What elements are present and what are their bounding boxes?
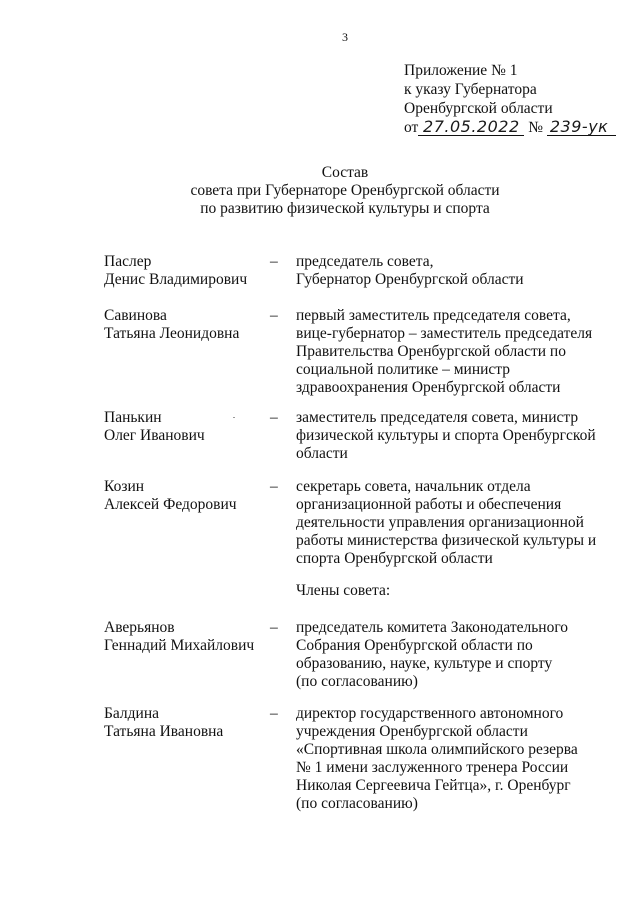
role-line: Губернатор Оренбургской области	[296, 271, 524, 288]
member-surname: Балдина	[104, 705, 160, 722]
role-line: спорта Оренбургской области	[296, 550, 493, 567]
member-name	[104, 705, 270, 813]
role-line: области	[296, 445, 348, 462]
role-line: вице-губернатор – заместитель председателя	[296, 325, 593, 342]
title-line-1: Состав	[321, 164, 369, 181]
role-line: председатель совета,	[296, 253, 434, 270]
role-line: секретарь совета, начальник отдела	[296, 478, 531, 495]
member-surname: Савинова	[104, 307, 167, 324]
handwritten-date: 27.05.2022	[418, 119, 524, 136]
member-given-name: Алексей Федорович	[104, 496, 237, 513]
dash: –	[270, 409, 278, 426]
dash: –	[270, 253, 278, 270]
member-entry-pankin	[104, 409, 604, 463]
role-line: (по согласованию)	[296, 795, 418, 812]
dash: –	[270, 705, 278, 722]
handwritten-number: 239-ук	[547, 119, 616, 136]
dash: –	[270, 478, 278, 495]
member-surname: Аверьянов	[104, 619, 175, 636]
appendix-title: Приложение № 1	[404, 62, 518, 79]
member-name	[104, 478, 270, 568]
member-entry-averyanov	[104, 619, 604, 691]
decree-date-number-line	[404, 119, 634, 138]
member-surname: Козин	[104, 478, 145, 495]
role-line: социальной политике – министр	[296, 361, 511, 378]
member-entry-savinova	[104, 307, 604, 397]
member-given-name: Олег Иванович	[104, 427, 205, 444]
role-line: директор государственного автономного	[296, 705, 564, 722]
role-line: работы министерства физической культуры и	[296, 532, 597, 549]
from-label: от	[404, 119, 419, 136]
member-surname: Панькин	[104, 409, 162, 426]
role-line: № 1 имени заслуженного тренера России	[296, 759, 569, 776]
role-line: Собрания Оренбургской области по	[296, 637, 533, 654]
role-line: здравоохранения Оренбургской области	[296, 379, 561, 396]
role-line: заместитель председателя совета, министр	[296, 409, 579, 426]
page-number: 3	[342, 30, 348, 44]
member-role	[296, 409, 604, 463]
number-label: №	[528, 119, 543, 136]
role-line: организационной работы и обеспечения	[296, 496, 562, 513]
member-given-name: Татьяна Леонидовна	[104, 325, 240, 342]
role-line: Николая Сергеевича Гейтца», г. Оренбург	[296, 777, 571, 794]
members-heading: Члены совета:	[296, 582, 391, 599]
member-entry-kozin	[104, 478, 604, 568]
appendix-reference: к указу Губернатора	[404, 81, 537, 98]
role-line: председатель комитета Законодательного	[296, 619, 569, 636]
member-entry-baldina	[104, 705, 604, 813]
member-role	[296, 307, 604, 397]
role-line: учреждения Оренбургской области	[296, 723, 528, 740]
member-given-name: Геннадий Михайлович	[104, 637, 255, 654]
dash: –	[270, 307, 278, 324]
member-name	[104, 409, 270, 463]
member-name	[104, 253, 270, 289]
member-role	[296, 705, 604, 813]
appendix-region: Оренбургской области	[404, 100, 553, 117]
dash: –	[270, 619, 278, 636]
role-line: образованию, науке, культуре и спорту	[296, 655, 553, 672]
member-entry-pasler	[104, 253, 604, 289]
member-name	[104, 619, 270, 691]
member-role	[296, 478, 604, 568]
member-role	[296, 619, 604, 691]
role-line: деятельности управления организационной	[296, 514, 584, 531]
member-surname: Паслер	[104, 253, 152, 270]
role-line: физической культуры и спорта Оренбургской	[296, 427, 596, 444]
role-line: (по согласованию)	[296, 673, 418, 690]
appendix-header	[404, 62, 634, 138]
role-line: Правительства Оренбургской области по	[296, 343, 566, 360]
member-role	[296, 253, 604, 289]
member-name	[104, 307, 270, 397]
title-line-2: совета при Губернаторе Оренбургской области	[190, 182, 500, 199]
member-given-name: Денис Владимирович	[104, 271, 248, 288]
document-title	[0, 164, 640, 218]
role-line: первый заместитель председателя совета,	[296, 307, 571, 324]
member-given-name: Татьяна Ивановна	[104, 723, 224, 740]
role-line: «Спортивная школа олимпийского резерва	[296, 741, 578, 758]
title-line-3: по развитию физической культуры и спорта	[200, 200, 490, 217]
